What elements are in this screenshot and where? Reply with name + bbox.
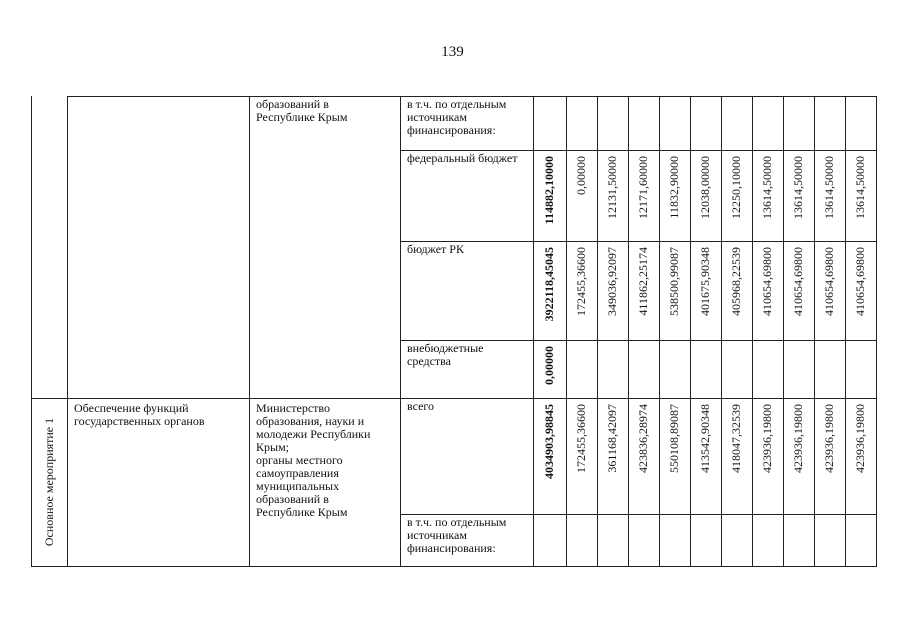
column-divider <box>400 96 401 567</box>
table-edge <box>31 566 877 567</box>
funding-source-label: всего <box>407 399 435 413</box>
year-value: 11832,90000 <box>667 156 681 219</box>
year-value: 172455,36600 <box>574 404 588 473</box>
activity-name: Обеспечение функций <box>74 401 189 415</box>
total-value: 114882,10000 <box>542 156 556 225</box>
activity-name: государственных органов <box>74 414 205 428</box>
funding-source-label: источникам <box>407 110 467 124</box>
block-divider <box>31 398 877 399</box>
executor-text: Республике Крым <box>256 505 348 519</box>
year-value: 423936,19800 <box>822 404 836 473</box>
year-value: 0,00000 <box>574 156 588 195</box>
total-value: 0,00000 <box>542 346 556 385</box>
year-value: 410654,69800 <box>791 247 805 316</box>
page-number: 139 <box>441 44 464 60</box>
year-value: 361168,42097 <box>605 404 619 473</box>
activity-label: Основное мероприятие 1 <box>41 417 56 547</box>
year-value: 12038,00000 <box>698 156 712 219</box>
year-value: 418047,32539 <box>729 404 743 473</box>
total-value: 4034903,98845 <box>542 404 556 479</box>
year-value: 410654,69800 <box>822 247 836 316</box>
executor-text: образований в <box>256 97 329 111</box>
year-value: 12171,60000 <box>636 156 650 219</box>
year-value: 550108,89087 <box>667 404 681 473</box>
year-value: 12131,50000 <box>605 156 619 219</box>
year-value: 401675,90348 <box>698 247 712 316</box>
funding-source-label: федеральный бюджет <box>407 151 518 165</box>
year-value: 13614,50000 <box>853 156 867 219</box>
column-divider <box>249 96 250 567</box>
year-value: 12250,10000 <box>729 156 743 219</box>
executor-text: самоуправления <box>256 466 339 480</box>
executor-text: молодежи Республики <box>256 427 371 441</box>
executor-text: муниципальных <box>256 479 340 493</box>
year-value: 13614,50000 <box>822 156 836 219</box>
executor-text: органы местного <box>256 453 343 467</box>
funding-source-label: в т.ч. по отдельным <box>407 515 507 529</box>
funding-source-label: внебюджетные <box>407 341 484 355</box>
year-value: 410654,69800 <box>853 247 867 316</box>
column-divider <box>67 96 68 567</box>
column-divider <box>876 96 877 567</box>
year-value: 411862,25174 <box>636 247 650 316</box>
year-value: 413542,90348 <box>698 404 712 473</box>
funding-source-label: финансирования: <box>407 541 496 555</box>
executor-text: Крым; <box>256 440 289 454</box>
executor-text: образования, науки и <box>256 414 365 428</box>
year-value: 423936,19800 <box>791 404 805 473</box>
year-value: 172455,36600 <box>574 247 588 316</box>
year-value: 405968,22539 <box>729 247 743 316</box>
executor-text: Министерство <box>256 401 330 415</box>
year-value: 423936,19800 <box>760 404 774 473</box>
funding-source-label: в т.ч. по отдельным <box>407 97 507 111</box>
year-value: 349036,92097 <box>605 247 619 316</box>
total-value: 3922118,45045 <box>542 247 556 322</box>
year-value: 423936,19800 <box>853 404 867 473</box>
year-value: 13614,50000 <box>760 156 774 219</box>
year-value: 410654,69800 <box>760 247 774 316</box>
year-value: 13614,50000 <box>791 156 805 219</box>
funding-source-label: источникам <box>407 528 467 542</box>
executor-text: образований в <box>256 492 329 506</box>
year-value: 423836,28974 <box>636 404 650 473</box>
funding-source-label: средства <box>407 354 452 368</box>
funding-source-label: финансирования: <box>407 123 496 137</box>
executor-text: Республике Крым <box>256 110 348 124</box>
year-value: 538500,99087 <box>667 247 681 316</box>
funding-source-label: бюджет РК <box>407 242 464 256</box>
